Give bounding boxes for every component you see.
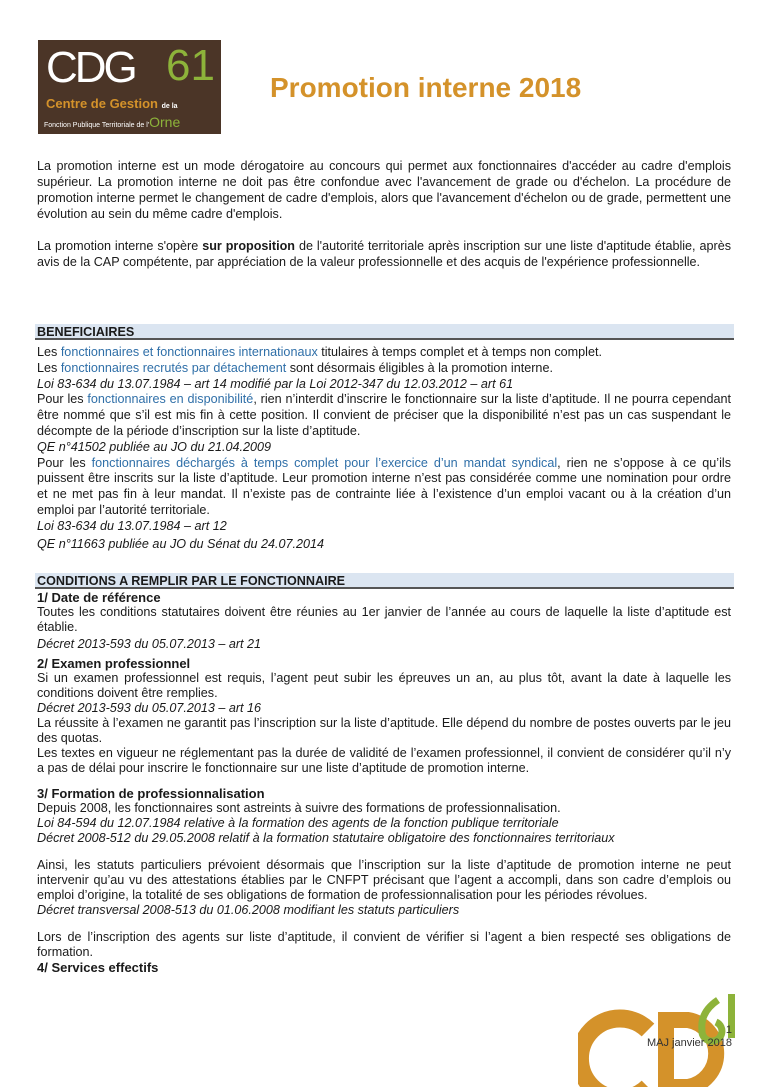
section-heading-beneficiaires: BENEFICIAIRES: [35, 324, 734, 340]
paragraph: Toutes les conditions statutaires doivent être réunies au 1er janvier de l’année au cours de laquelle la liste d’aptitude est établie.: [37, 605, 731, 634]
paragraph: Ainsi, les statuts particuliers prévoient désormais que l’inscription sur la liste d’aptitude de promotion interne ne peut intervenir qu’au vu des attestations établies par le CNFPT précisant que l’agent a accompli, dans son cadre d’emplois ou emploi d’origine, la totalité de ses obligations de formation de professionnalisation pour les périodes révolues.: [37, 858, 731, 902]
paragraph: Depuis 2008, les fonctionnaires sont astreints à suivre des formations de professionnalisation.: [37, 801, 561, 815]
paragraph: Lors de l’inscription des agents sur liste d’aptitude, il convient de vérifier si l’agent a bien respecté ses obligations de formation.: [37, 930, 731, 959]
text: Pour les: [37, 455, 92, 470]
subsection-title: 1/ Date de référence: [37, 590, 161, 605]
logo-line2: Fonction Publique Territoriale de l': [44, 122, 150, 129]
intro-paragraph-2: [37, 238, 731, 270]
cdg61-logo: [38, 40, 221, 134]
logo-line2-big: Orne: [149, 114, 181, 130]
logo-number: 61: [166, 41, 215, 90]
logo-main: CDG: [46, 43, 135, 92]
text: , rien ne s’oppose à ce qu’ils puissent être inscrits sur la liste d’aptitude. Leur promotion interne n’est pas considérée comme une nomination pour ordre et ne met pas fin à leur mandat. Il n’existe pas de contrainte liée à l’existence d’un emploi vacant ou à la création d’un emploi par l’autorité territoriale.: [37, 455, 731, 517]
legal-reference: Décret 2013-593 du 05.07.2013 – art 21: [37, 637, 262, 651]
highlight-text: fonctionnaires et fonctionnaires internationaux: [60, 345, 318, 359]
text: sont désormais éligibles à la promotion interne.: [286, 360, 553, 375]
text: La promotion interne s'opère: [37, 239, 203, 253]
legal-reference: QE n°11663 publiée au JO du Sénat du 24.07.2014: [37, 536, 324, 551]
section-heading-conditions: CONDITIONS A REMPLIR PAR LE FONCTIONNAIRE: [35, 573, 734, 589]
paragraph: La réussite à l’examen ne garantit pas l’inscription sur la liste d’aptitude. Elle dépend du nombre de postes ouverts par le jeu des quotas.: [37, 716, 731, 745]
page-title: Promotion interne 2018: [270, 72, 582, 103]
text: titulaires à temps complet et à temps non complet.: [317, 345, 602, 359]
footer-logo-d: [666, 1020, 716, 1087]
update-date: MAJ janvier 2018: [647, 1037, 732, 1049]
highlight-text: fonctionnaires déchargés à temps complet pour l’exercice d’un mandat syndical: [91, 455, 558, 470]
legal-reference: Loi 83-634 du 13.07.1984 – art 14 modifié par la Loi 2012-347 du 12.03.2012 – art 61: [37, 376, 514, 391]
logo-line1: Centre de Gestion: [46, 96, 158, 111]
highlight-text: fonctionnaires recrutés par détachement: [60, 360, 287, 375]
legal-reference: Loi 84-594 du 12.07.1984 relative à la formation des agents de la fonction publique territoriale: [37, 816, 559, 830]
intro-paragraph-1: La promotion interne est un mode dérogatoire au concours qui permet aux fonctionnaires d'accéder au cadre d'emplois supérieur. La promotion interne ne doit pas être confondue avec l'avancement de grade ou d'échelon. La procédure de promotion interne permet le changement de cadre d'emplois, alors que l'avancement d'échelon ou de grade, permettent une évolution au sein du même cadre d'emplois.: [37, 159, 731, 221]
bold-text: sur proposition: [202, 239, 295, 253]
text: Les: [37, 360, 61, 375]
legal-reference: Loi 83-634 du 13.07.1984 – art 12: [37, 518, 227, 533]
text: de l'autorité territoriale après inscription sur une liste d'aptitude établie, après avis de la CAP compétente, par appréciation de la valeur professionnelle et des acquis de l'expérience professionnelle.: [37, 239, 731, 269]
paragraph: Les textes en vigueur ne réglementant pas la durée de validité de l’examen professionnel, il convient de considérer qu’il n’y a pas de délai pour inscrire le fonctionnaire sur une liste d’aptitude de promotion interne.: [37, 746, 731, 775]
legal-reference: Décret transversal 2008-513 du 01.06.2008 modifiant les statuts particuliers: [37, 903, 460, 917]
text: Pour les: [37, 392, 88, 407]
subsection-title: 2/ Examen professionnel: [37, 656, 191, 671]
logo-line1-small: de la: [161, 103, 178, 110]
paragraph: Si un examen professionnel est requis, l’agent peut subir les épreuves un an, au plus tôt, avant la date à laquelle les conditions doivent être remplies.: [37, 671, 731, 700]
subsection-title: 4/ Services effectifs: [37, 960, 159, 975]
subsection-title: 3/ Formation de professionnalisation: [37, 786, 265, 801]
legal-reference: Décret 2008-512 du 29.05.2008 relatif à la formation statutaire obligatoire des fonctionnaires territoriaux: [37, 831, 615, 845]
footer-logo-c: [580, 1019, 648, 1087]
text: Les: [37, 345, 61, 359]
conditions-section: [37, 590, 731, 975]
page-number: 1: [725, 1024, 732, 1036]
legal-reference: QE n°41502 publiée au JO du 21.04.2009: [37, 439, 272, 454]
highlight-text: fonctionnaires en disponibilité: [87, 392, 254, 407]
text: , rien n’interdit d’inscrire le fonctionnaire sur la liste d’aptitude. Il ne pourra cependant être nommé que s’il est mis fin à cette position. Il convient de préciser que la disponibilité n’est pas un cas suspendant le décompte de la période d’inscription sur la liste d’aptitude.: [37, 392, 732, 438]
beneficiaires-section: [37, 345, 731, 552]
legal-reference: Décret 2013-593 du 05.07.2013 – art 16: [37, 701, 262, 715]
